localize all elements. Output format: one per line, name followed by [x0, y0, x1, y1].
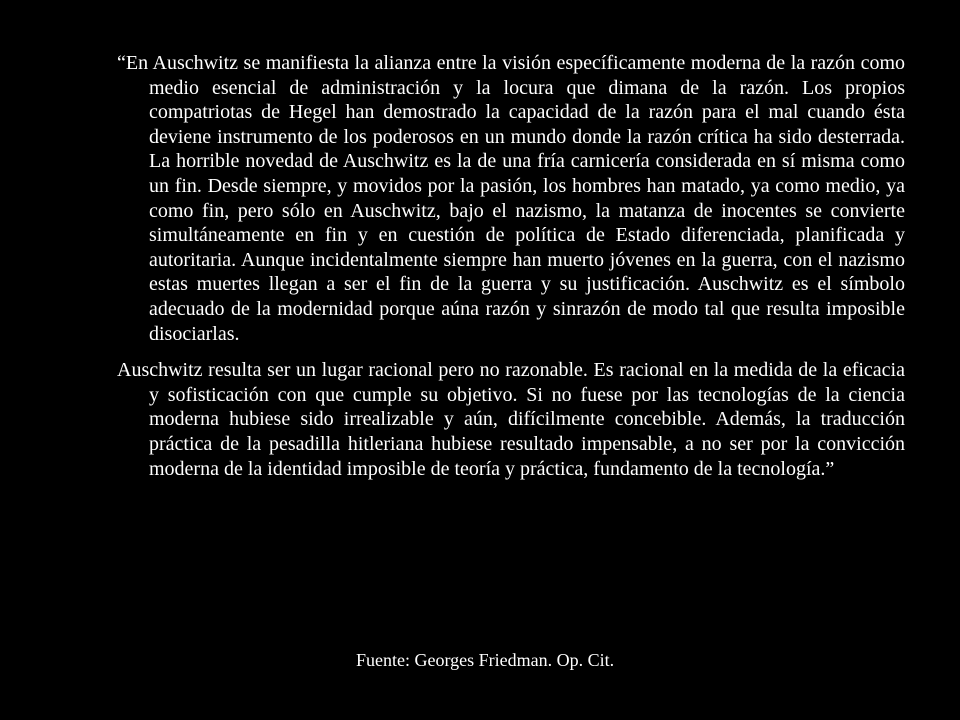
quote-paragraph-1: “En Auschwitz se manifiesta la alianza entre la visión específicamente moderna de la razón como medio esencial de administración y la locura que dimana de la razón. Los propios compatriotas de Hegel han demostrado la capacidad de la razón para el mal cuando ésta deviene instrumento de los poderosos en un mundo donde la razón crítica ha sido desterrada. La horrible novedad de Auschwitz es la de una fría carnicería considerada en sí misma como un fin. Desde siempre, y movidos por la pasión, los hombres han matado, ya como medio, ya como fin, pero sólo en Auschwitz, bajo el nazismo, la matanza de inocentes se convierte simultáneamente en fin y en cuestión de política de Estado diferenciada, planificada y autoritaria. Aunque incidentalmente siempre han muerto jóvenes en la guerra, con el nazismo estas muertes llegan a ser el fin de la guerra y su justificación. Auschwitz es el símbolo adecuado de la modernidad porque aúna razón y sinrazón de modo tal que resulta imposible disociarlas. [117, 52, 905, 345]
source-citation: Fuente: Georges Friedman. Op. Cit. [356, 650, 615, 670]
quote-block [117, 51, 905, 481]
quote-paragraph-2: Auschwitz resulta ser un lugar racional pero no razonable. Es racional en la medida de la eficacia y sofisticación con que cumple su objetivo. Si no fuese por las tecnologías de la ciencia moderna hubiese sido irrealizable y aún, difícilmente concebible. Además, la traducción práctica de la pesadilla hitleriana hubiese resultado impensable, a no ser por la convicción moderna de la identidad imposible de teoría y práctica, fundamento de la tecnología.” [117, 359, 905, 480]
